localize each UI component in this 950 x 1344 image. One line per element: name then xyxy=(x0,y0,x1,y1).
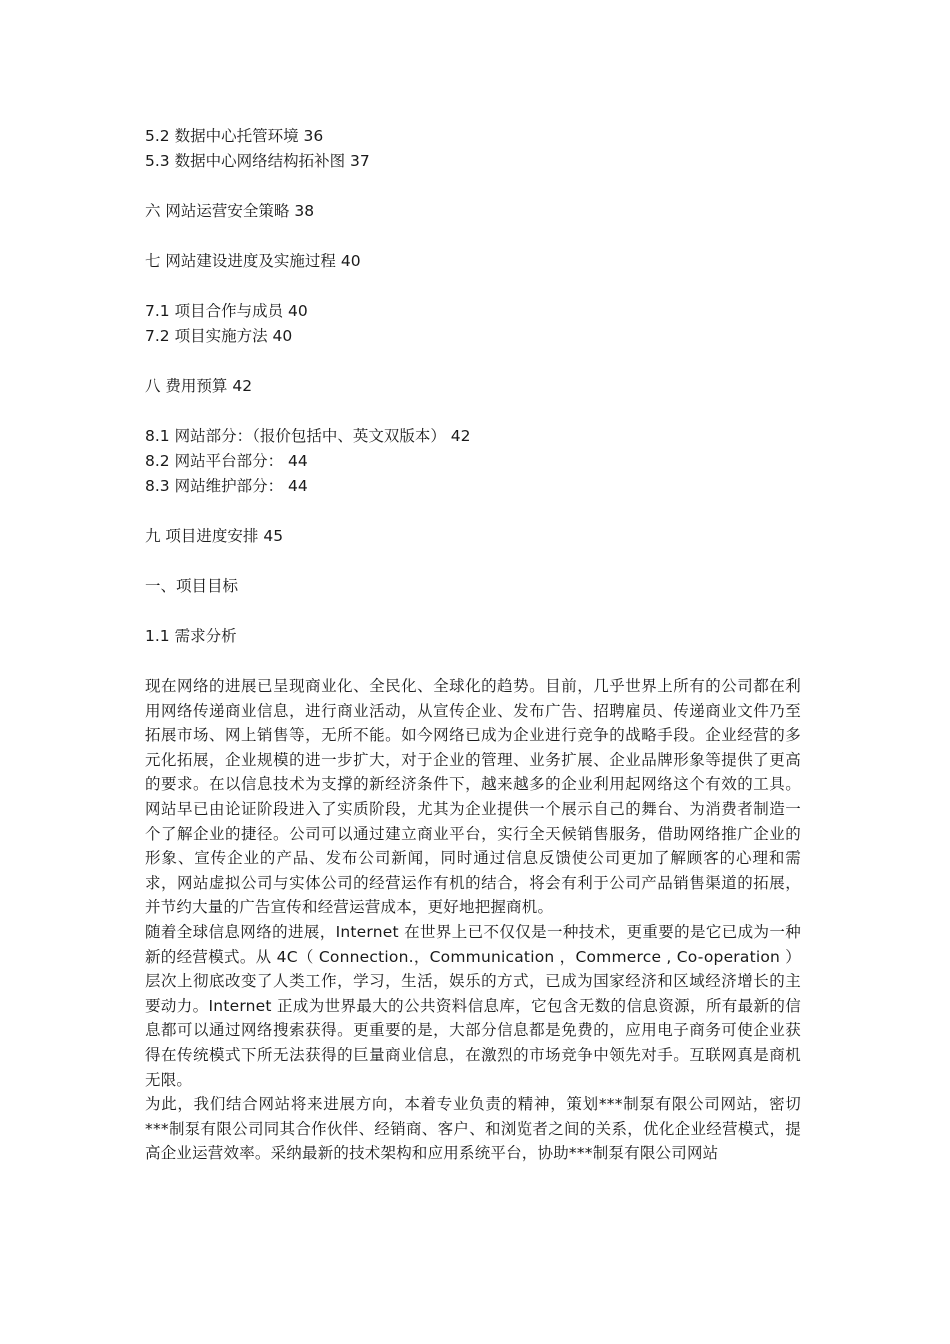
toc-entry: 5.2 数据中心托管环境 36 xyxy=(145,127,324,145)
section-subtitle: 1.1 需求分析 xyxy=(145,627,237,645)
toc-group-6 xyxy=(145,199,801,224)
paragraph: 为此，我们结合网站将来进展方向，本着专业负责的精神，策划***制泵有限公司网站，密切***制泵有限公司同其合作伙伴、经销商、客户、和浏览者之间的关系，优化企业经营模式，提高企业运营效率。采纳最新的技术架构和应用系统平台，协助***制泵有限公司网站 xyxy=(145,1095,801,1163)
toc-entry: 5.3 数据中心网络结构拓补图 37 xyxy=(145,152,370,170)
document-page xyxy=(145,124,801,1166)
paragraph: 随着全球信息网络的进展，Internet 在世界上已不仅仅是一种技术，更重要的是它已成为一种新的经营模式。从 4C（ Connection.，Communication ，Commerce , Co-operation ）层次上彻底改变了人类工作，学习，生活，娱乐的方式，已成为国家经济和区域经济增长的主要动力。Internet 正成为世界最大的公共资料信息库，它包含无数的信息资源，所有最新的信息都可以通过网络搜索获得。更重要的是，大部分信息都是免费的，应用电子商务可使企业获得在传统模式下所无法获得的巨量商业信息，在激烈的市场竞争中领先对手。互联网真是商机无限。 xyxy=(145,922,801,1089)
section-title: 一、项目目标 xyxy=(145,577,239,595)
toc-group-8-sub xyxy=(145,424,801,499)
toc-group-5 xyxy=(145,124,801,174)
toc-entry: 八 费用预算 42 xyxy=(145,377,253,395)
toc-group-7 xyxy=(145,249,801,274)
paragraph: 现在网络的进展已呈现商业化、全民化、全球化的趋势。目前，几乎世界上所有的公司都在利用网络传递商业信息，进行商业活动，从宣传企业、发布广告、招聘雇员、传递商业文件乃至拓展市场、网上销售等，无所不能。如今网络已成为企业进行竞争的战略手段。企业经营的多元化拓展，企业规模的进一步扩大，对于企业的管理、业务扩展、企业品牌形象等提供了更高的要求。在以信息技术为支撑的新经济条件下，越来越多的企业利用起网络这个有效的工具。网站早已由论证阶段进入了实质阶段，尤其为企业提供一个展示自己的舞台、为消费者制造一个了解企业的捷径。公司可以通过建立商业平台，实行全天候销售服务，借助网络推广企业的形象、宣传企业的产品、发布公司新闻，同时通过信息反馈使公司更加了解顾客的心理和需求，网站虚拟公司与实体公司的经营运作有机的结合，将会有利于公司产品销售渠道的拓展，并节约大量的广告宣传和经营运营成本，更好地把握商机。 xyxy=(145,677,801,917)
toc-entry: 六 网站运营安全策略 38 xyxy=(145,202,315,220)
toc-group-8 xyxy=(145,374,801,399)
body-text xyxy=(145,674,801,1166)
toc-entry: 7.2 项目实施方法 40 xyxy=(145,327,293,345)
toc-entry: 8.1 网站部分：（报价包括中、英文双版本） 42 xyxy=(145,427,471,445)
toc-entry: 九 项目进度安排 45 xyxy=(145,527,284,545)
toc-entry: 七 网站建设进度及实施过程 40 xyxy=(145,252,361,270)
toc-entry: 8.3 网站维护部分： 44 xyxy=(145,477,308,495)
toc-entry: 8.2 网站平台部分： 44 xyxy=(145,452,308,470)
toc-entry: 7.1 项目合作与成员 40 xyxy=(145,302,308,320)
toc-group-9 xyxy=(145,524,801,549)
toc-group-7-sub xyxy=(145,299,801,349)
